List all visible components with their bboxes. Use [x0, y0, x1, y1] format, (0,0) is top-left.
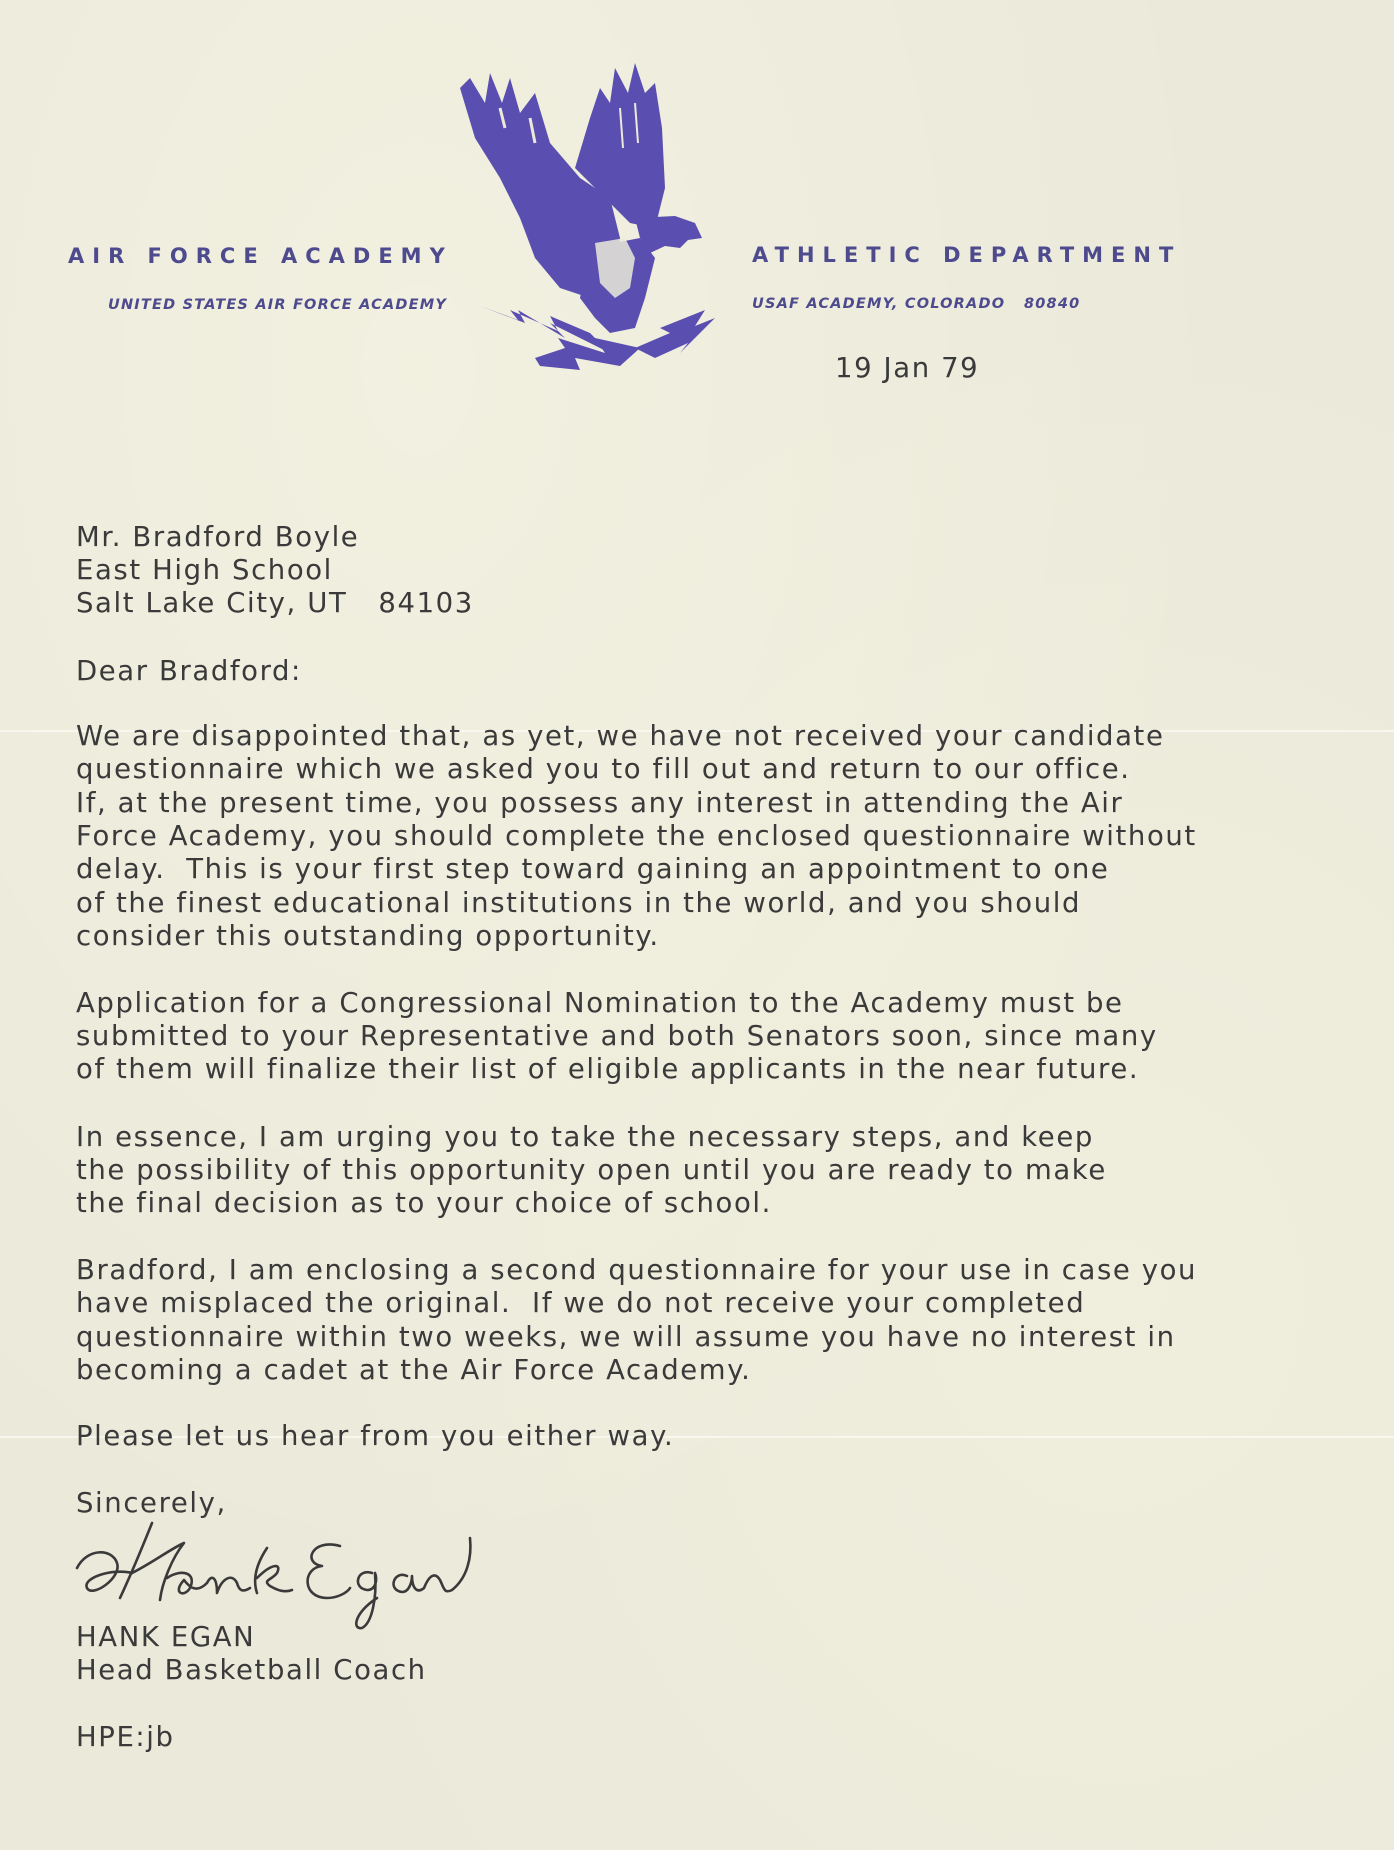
salutation: Dear Bradford: [76, 655, 302, 687]
paragraph-line: Bradford, I am enclosing a second questionnaire for your use in case you [76, 1254, 1198, 1286]
recipient-address: Salt Lake City, UT 84103 [76, 587, 474, 619]
paragraph-line: the final decision as to your choice of school. [76, 1187, 772, 1219]
paragraph-line: delay. This is your first step toward gaining an appointment to one [76, 853, 1110, 885]
paragraph-line: Force Academy, you should complete the enclosed questionnaire without [76, 820, 1197, 852]
falcon-logo-icon [440, 48, 740, 398]
paragraph-line: consider this outstanding opportunity. [76, 920, 660, 952]
paragraph-line: Application for a Congressional Nomination to the Academy must be [76, 987, 1124, 1019]
signer-name: HANK EGAN [76, 1621, 256, 1653]
letter-date: 19 Jan 79 [835, 352, 980, 384]
paragraph-line: becoming a cadet at the Air Force Academy. [76, 1354, 752, 1386]
closing: Sincerely, [76, 1487, 227, 1519]
paragraph-line: of the finest educational institutions in the world, and you should [76, 887, 1082, 919]
reference-initials: HPE:jb [76, 1721, 175, 1753]
paragraph-line: have misplaced the original. If we do not receive your completed [76, 1287, 1086, 1319]
letterhead-left-subtitle: UNITED STATES AIR FORCE ACADEMY [108, 297, 448, 313]
recipient-name: Mr. Bradford Boyle [76, 521, 360, 553]
paragraph-line: questionnaire within two weeks, we will assume you have no interest in [76, 1321, 1176, 1353]
paragraph-line: In essence, I am urging you to take the necessary steps, and keep [76, 1121, 1094, 1153]
letterhead-right-title: ATHLETIC DEPARTMENT [752, 243, 1182, 267]
paragraph-line: We are disappointed that, as yet, we have not received your candidate [76, 720, 1165, 752]
handwritten-signature-icon [72, 1518, 492, 1638]
paragraph-line: submitted to your Representative and both Senators soon, since many [76, 1020, 1158, 1052]
letterhead-left-title: AIR FORCE ACADEMY [68, 244, 453, 268]
signer-title: Head Basketball Coach [76, 1654, 427, 1686]
paragraph-line: questionnaire which we asked you to fill out and return to our office. [76, 753, 1131, 785]
letterhead-right-subtitle: USAF ACADEMY, COLORADO 80840 [752, 296, 1081, 312]
paragraph-line: If, at the present time, you possess any interest in attending the Air [76, 787, 1124, 819]
paragraph-line: the possibility of this opportunity open until you are ready to make [76, 1154, 1107, 1186]
paragraph-line: of them will finalize their list of eligible applicants in the near future. [76, 1053, 1140, 1085]
paragraph-5: Please let us hear from you either way. [76, 1420, 675, 1452]
recipient-school: East High School [76, 554, 333, 586]
